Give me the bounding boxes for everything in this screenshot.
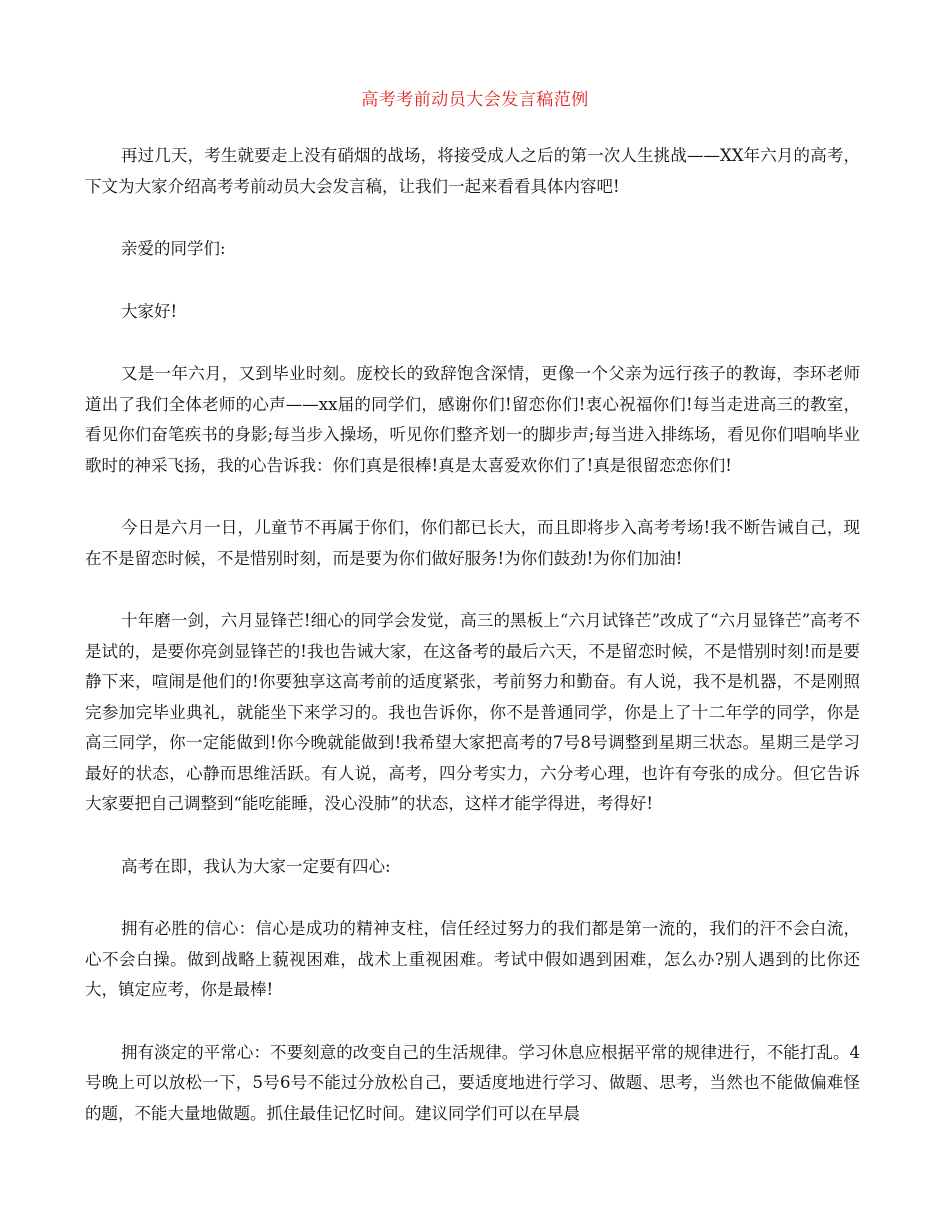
paragraph-graduation: 又是一年六月，又到毕业时刻。庞校长的致辞饱含深情，更像一个父亲为远行孩子的教诲，李环老师道出了我们全体老师的心声——xx届的同学们，感谢你们!留恋你们!衷心祝福你们!每当走进高三的教室，看见你们奋笔疾书的身影;每当步入操场，听见你们整齐划一的脚步声;每当进入排练场，看见你们唱响毕业歌时的神采飞扬，我的心告诉我：你们真是很棒!真是太喜爱欢你们了!真是很留恋恋你们! <box>85 364 860 475</box>
paragraph-ten-years: 十年磨一剑，六月显锋芒!细心的同学会发觉，高三的黑板上“六月试锋芒”改成了“六月显锋芒”高考不是试的，是要你亮剑显锋芒的!我也告诫大家，在这备考的最后六天，不是留恋时候，不是惜别时刻!而是要静下来，喧闹是他们的!你要独享这高考前的适度紧张，考前努力和勤奋。有人说，我不是机器，不是刚照完参加完毕业典礼，就能坐下来学习的。我也告诉你，你不是普通同学，你是上了十二年学的同学，你是高三同学，你一定能做到!你今晚就能做到!我希望大家把高考的7号8号调整到星期三状态。星期三是学习最好的状态，心静而思维活跃。有人说，高考，四分考实力，六分考心理，也许有夸张的成分。但它告诉大家要把自己调整到“能吃能睡，没心没肺”的状态，这样才能学得进，考得好! <box>85 611 860 813</box>
document-title: 高考考前动员大会发言稿范例 <box>361 90 589 110</box>
paragraph-salutation: 亲爱的同学们: <box>121 239 226 258</box>
paragraph-four-hearts-intro: 高考在即，我认为大家一定要有四心: <box>121 856 391 876</box>
document-body <box>85 141 860 1161</box>
paragraph-intro: 再过几天，考生就要走上没有硝烟的战场，将接受成人之后的第一次人生挑战——XX年六月的高考，下文为大家介绍高考考前动员大会发言稿，让我们一起来看看具体内容吧! <box>85 146 860 196</box>
paragraph-childrens-day: 今日是六月一日，儿童节不再属于你们，你们都已长大，而且即将步入高考考场!我不断告诫自己，现在不是留恋时候，不是惜别时刻，而是要为你们做好服务!为你们鼓劲!为你们加油! <box>85 518 860 568</box>
paragraph-greeting: 大家好! <box>121 301 178 321</box>
paragraph-confidence: 拥有必胜的信心：信心是成功的精神支柱，信任经过努力的我们都是第一流的，我们的汗不会白流，心不会白操。做到战略上藐视困难，战术上重视困难。考试中假如遇到困难，怎么办?别人遇到的比你还大，镇定应考，你是最棒! <box>85 919 860 999</box>
paragraph-calm-mind: 拥有淡定的平常心：不要刻意的改变自己的生活规律。学习休息应根据平常的规律进行，不能打乱。4号晚上可以放松一下，5号6号不能过分放松自己，要适度地进行学习、做题、思考，当然也不能做偏难怪的题，不能大量地做题。抓住最佳记忆时间。建议同学们可以在早晨 <box>85 1042 860 1123</box>
